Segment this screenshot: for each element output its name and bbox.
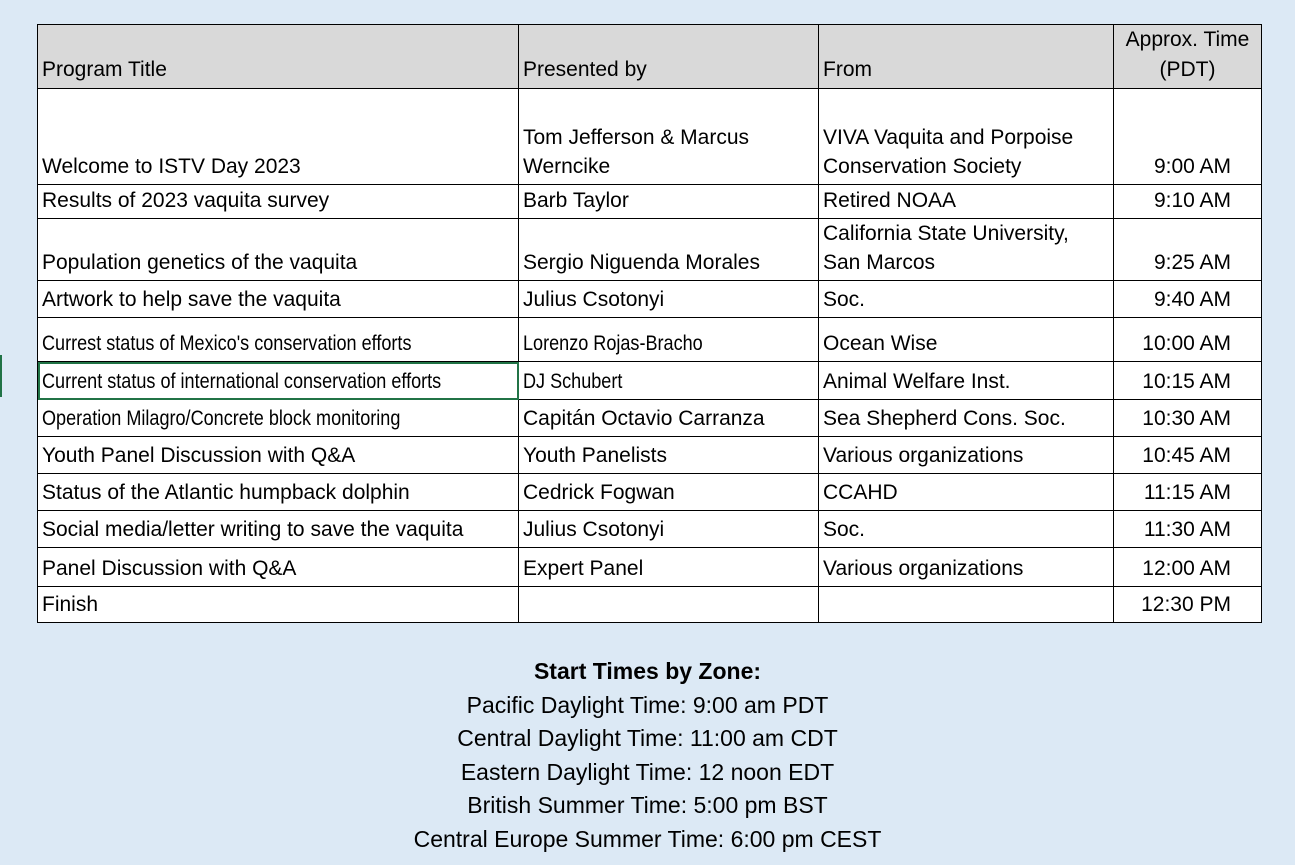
header-time-line1: Approx. Time bbox=[1125, 28, 1250, 51]
cell-presenter[interactable]: Youth Panelists bbox=[519, 437, 819, 474]
header-approx-time[interactable] bbox=[1114, 25, 1262, 89]
cell-title[interactable] bbox=[38, 400, 519, 437]
cell-time[interactable]: 10:15 AM bbox=[1114, 362, 1262, 400]
cell-presenter[interactable] bbox=[519, 318, 819, 362]
cell-title[interactable]: Welcome to ISTV Day 2023 bbox=[38, 89, 519, 185]
cell-from[interactable]: Soc. bbox=[819, 511, 1114, 548]
start-times-by-zone bbox=[0, 655, 1295, 856]
zones-title: Start Times by Zone: bbox=[533, 658, 762, 684]
table-row bbox=[38, 587, 1262, 623]
cell-presenter[interactable]: Julius Csotonyi bbox=[519, 511, 819, 548]
cell-time[interactable]: 9:10 AM bbox=[1114, 185, 1262, 219]
cell-presenter-text: Lorenzo Rojas-Bracho bbox=[523, 332, 703, 355]
cell-from[interactable]: Ocean Wise bbox=[819, 318, 1114, 362]
cell-time[interactable]: 9:40 AM bbox=[1114, 281, 1262, 318]
cell-from[interactable]: Animal Welfare Inst. bbox=[819, 362, 1114, 400]
zone-line-pdt: Pacific Daylight Time: 9:00 am PDT bbox=[466, 691, 829, 718]
table-row bbox=[38, 474, 1262, 511]
table-row bbox=[38, 89, 1262, 185]
zone-line-bst: British Summer Time: 5:00 pm BST bbox=[467, 792, 828, 818]
cell-time[interactable]: 11:15 AM bbox=[1114, 474, 1262, 511]
cell-from[interactable]: California State University, San Marcos bbox=[819, 219, 1114, 281]
cell-from[interactable]: CCAHD bbox=[819, 474, 1114, 511]
zone-line-cest: Central Europe Summer Time: 6:00 pm CEST bbox=[413, 825, 882, 852]
table-row bbox=[38, 437, 1262, 474]
zone-line-edt: Eastern Daylight Time: 12 noon EDT bbox=[460, 758, 835, 785]
cell-title-selected[interactable] bbox=[38, 362, 519, 400]
header-program-title[interactable]: Program Title bbox=[38, 25, 519, 89]
cell-from[interactable]: Various organizations bbox=[819, 437, 1114, 474]
header-from[interactable]: From bbox=[819, 25, 1114, 89]
cell-time[interactable]: 10:00 AM bbox=[1114, 318, 1262, 362]
cell-presenter[interactable]: Barb Taylor bbox=[519, 185, 819, 219]
header-row bbox=[38, 25, 1262, 89]
cell-time[interactable]: 12:00 AM bbox=[1114, 548, 1262, 587]
cell-presenter[interactable]: Expert Panel bbox=[519, 548, 819, 587]
schedule-sheet bbox=[37, 24, 1261, 623]
cell-from[interactable]: Sea Shepherd Cons. Soc. bbox=[819, 400, 1114, 437]
table-row bbox=[38, 548, 1262, 587]
cell-presenter-text: DJ Schubert bbox=[523, 370, 623, 393]
cell-from[interactable]: VIVA Vaquita and Porpoise Conservation Society bbox=[819, 89, 1114, 185]
table-row bbox=[38, 318, 1262, 362]
cell-from[interactable]: Soc. bbox=[819, 281, 1114, 318]
cell-title[interactable]: Population genetics of the vaquita bbox=[38, 219, 519, 281]
cell-from[interactable] bbox=[819, 587, 1114, 623]
cell-title[interactable]: Artwork to help save the vaquita bbox=[38, 281, 519, 318]
cell-title[interactable]: Status of the Atlantic humpback dolphin bbox=[38, 474, 519, 511]
cell-time[interactable]: 9:00 AM bbox=[1114, 89, 1262, 185]
cell-title-text: Operation Milagro/Concrete block monitoring bbox=[42, 407, 401, 430]
row-selection-marker bbox=[0, 355, 2, 397]
table-row bbox=[38, 219, 1262, 281]
cell-presenter[interactable]: Tom Jefferson & Marcus Werncike bbox=[519, 89, 819, 185]
table-row bbox=[38, 281, 1262, 318]
cell-title[interactable] bbox=[38, 318, 519, 362]
cell-presenter[interactable]: Sergio Niguenda Morales bbox=[519, 219, 819, 281]
cell-from[interactable]: Various organizations bbox=[819, 548, 1114, 587]
cell-from[interactable]: Retired NOAA bbox=[819, 185, 1114, 219]
table-row bbox=[38, 511, 1262, 548]
schedule-table bbox=[37, 24, 1262, 623]
cell-title[interactable]: Social media/letter writing to save the vaquita bbox=[38, 511, 519, 548]
cell-time[interactable]: 10:45 AM bbox=[1114, 437, 1262, 474]
table-row bbox=[38, 185, 1262, 219]
cell-title-text: Currest status of Mexico's conservation efforts bbox=[42, 332, 412, 355]
zone-line-cdt: Central Daylight Time: 11:00 am CDT bbox=[457, 725, 838, 751]
cell-presenter[interactable] bbox=[519, 362, 819, 400]
cell-title[interactable]: Results of 2023 vaquita survey bbox=[38, 185, 519, 219]
table-row bbox=[38, 362, 1262, 400]
cell-title[interactable]: Finish bbox=[38, 587, 519, 623]
cell-presenter[interactable] bbox=[519, 587, 819, 623]
table-row bbox=[38, 400, 1262, 437]
cell-title[interactable]: Youth Panel Discussion with Q&A bbox=[38, 437, 519, 474]
cell-title[interactable]: Panel Discussion with Q&A bbox=[38, 548, 519, 587]
cell-time[interactable]: 9:25 AM bbox=[1114, 219, 1262, 281]
header-time-line2: (PDT) bbox=[1159, 58, 1216, 81]
cell-time[interactable]: 11:30 AM bbox=[1114, 511, 1262, 548]
cell-time[interactable]: 10:30 AM bbox=[1114, 400, 1262, 437]
cell-presenter[interactable]: Capitán Octavio Carranza bbox=[519, 400, 819, 437]
cell-presenter[interactable]: Julius Csotonyi bbox=[519, 281, 819, 318]
cell-time[interactable]: 12:30 PM bbox=[1114, 587, 1262, 623]
header-presented-by[interactable]: Presented by bbox=[519, 25, 819, 89]
cell-presenter[interactable]: Cedrick Fogwan bbox=[519, 474, 819, 511]
cell-title-text: Current status of international conservation efforts bbox=[42, 370, 442, 393]
